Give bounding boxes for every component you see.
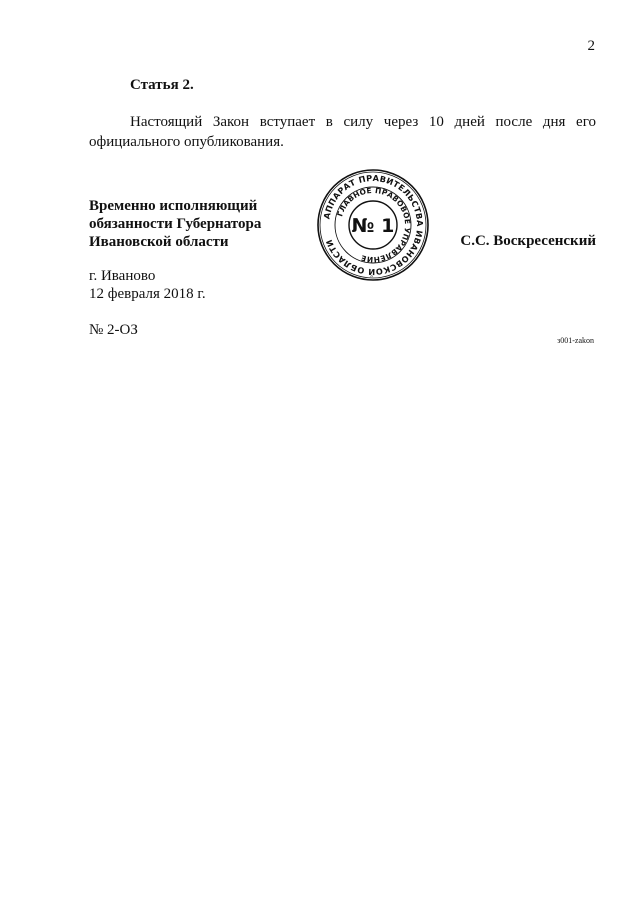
article-heading: Статья 2. (130, 77, 194, 93)
place-date (89, 267, 206, 303)
signer-title (89, 197, 261, 251)
page-number: 2 (587, 38, 595, 54)
city: г. Иваново (89, 268, 156, 284)
stamp-center-text: № 1 (351, 215, 395, 237)
signer-title-line: обязанности Губернатора (89, 216, 262, 232)
law-number: № 2-ОЗ (89, 322, 138, 338)
document-code: з001-zakon (557, 336, 594, 345)
article-text: Настоящий Закон вступает в силу через 10 дней после дня его официального опубликования. (89, 114, 596, 150)
official-stamp (316, 168, 430, 282)
signer-title-line: Ивановской области (89, 234, 229, 250)
stamp-inner-text: ГЛАВНОЕ ПРАВОВОЕ УПРАВЛЕНИЕ (335, 185, 413, 265)
signer-name: С.С. Воскресенский (460, 233, 596, 249)
signer-title-line: Временно исполняющий (89, 198, 258, 214)
date: 12 февраля 2018 г. (89, 286, 206, 302)
stamp-ring-text: АППАРАТ ПРАВИТЕЛЬСТВА ИВАНОВСКОЙ ОБЛАСТИ (321, 172, 426, 278)
